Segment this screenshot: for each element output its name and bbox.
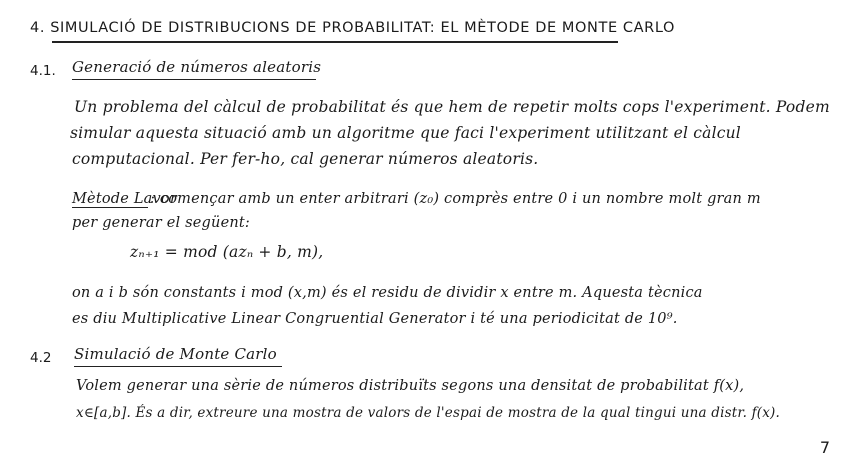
section-heading-underline [74,366,282,367]
paragraph-line: x∈[a,b]. És a dir, extreure una mostra de valors de l'espai de mostra de la qual tingui una distr. f(x). [76,405,780,421]
paragraph-line: Volem generar una sèrie de números distribuïts segons una densitat de probabilitat f(x), [76,378,745,394]
title-underline [52,41,618,43]
paragraph-line: computacional. Per fer-ho, cal generar números aleatoris. [72,150,539,168]
paragraph-line: simular aquesta situació amb un algoritme que faci l'experiment utilitzant el càlcul [70,124,741,142]
method-line: : començar amb un enter arbitrari (z₀) comprès entre 0 i un nombre molt gran m [150,191,761,207]
page-title: 4. SIMULACIÓ DE DISTRIBUCIONS DE PROBABILITAT: EL MÈTODE DE MONTE CARLO [30,20,676,36]
section-heading-underline [72,79,316,80]
method-label: Mètode Lavor [72,191,177,207]
paragraph-line: es diu Multiplicative Linear Congruential Generator i té una periodicitat de 10⁹. [72,311,678,327]
section-heading-4-1: Generació de números aleatoris [72,58,322,76]
method-label-underline [72,207,148,208]
paragraph-line: Un problema del càlcul de probabilitat és que hem de repetir molts cops l'experiment. Podem [74,98,830,116]
section-number-4-1: 4.1. [30,63,56,79]
formula: zₙ₊₁ = mod (azₙ + b, m), [130,243,324,261]
section-heading-4-2: Simulació de Monte Carlo [74,345,277,363]
paragraph-line: on a i b són constants i mod (x,m) és el residu de dividir x entre m. Aquesta tècnica [72,285,703,301]
section-number-4-2: 4.2 [30,350,52,366]
method-line: per generar el següent: [72,215,251,231]
page-number: 7 [819,438,830,457]
